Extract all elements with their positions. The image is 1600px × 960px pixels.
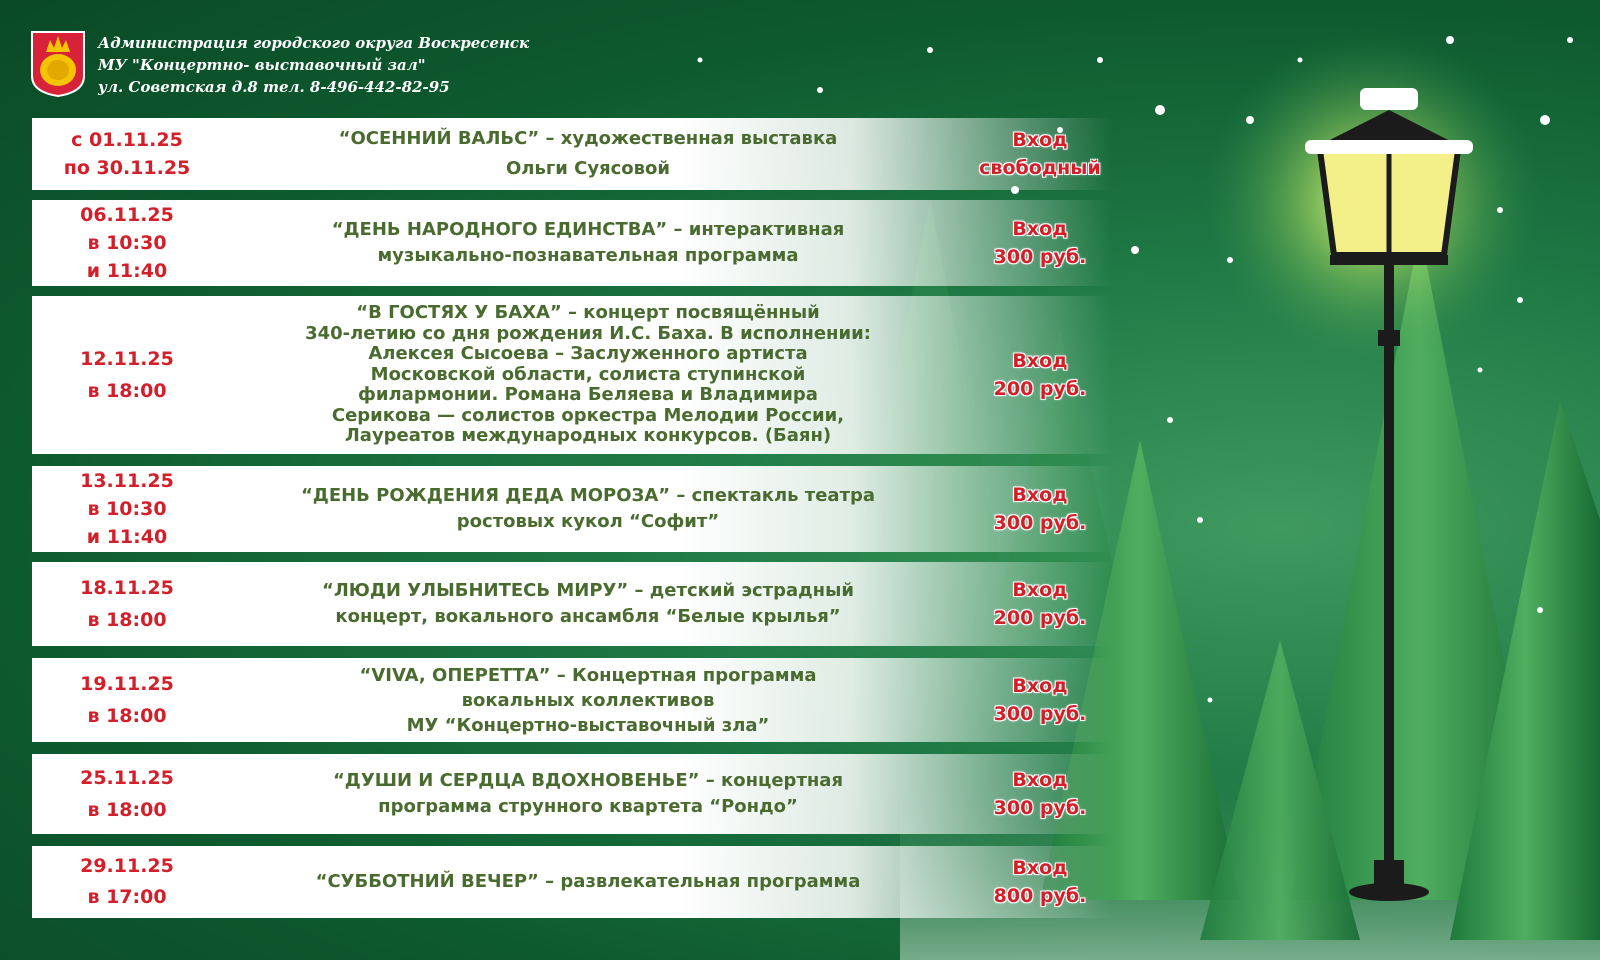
event-description: “ДЕНЬ НАРОДНОГО ЕДИНСТВА” – интерактивная музыкально-познавательная программа [331,219,845,266]
event-price: Вход 300 руб. [993,769,1087,819]
event-row [32,466,1112,552]
event-price: Вход свободный [979,129,1101,179]
event-row [32,658,1112,742]
event-date: с 01.11.25 по 30.11.25 [63,129,191,179]
event-price: Вход 300 руб. [993,218,1087,268]
event-row [32,562,1112,646]
event-description: “ДУШИ И СЕРДЦА ВДОХНОВЕНЬЕ” – концертная программа струнного квартета “Рондо” [332,770,844,817]
event-date: 13.11.25 в 10:30 и 11:40 [80,470,174,548]
event-date: 12.11.25 в 18:00 [80,348,174,402]
event-description: “В ГОСТЯХ У БАХА” – концерт посвящённый 340-летию со дня рождения И.С. Баха. В исполнении: Алексея Сысоева – Заслуженного артиста Московской области, солиста ступинской филармонии. Романа Беляева и Владимира Серикова — солистов оркестра Мелодии России, Лауреатов международных конкурсов. (Баян) [305,302,871,447]
coat-of-arms-icon [30,30,86,98]
event-date: 29.11.25 в 17:00 [80,855,174,908]
event-date: 06.11.25 в 10:30 и 11:40 [80,204,174,282]
event-price: Вход 300 руб. [993,484,1087,534]
event-description: “ОСЕННИЙ ВАЛЬС” – художественная выставка Ольги Суясовой [338,128,838,179]
header-line-organization: МУ "Концертно- выставочный зал" [98,56,426,74]
event-date: 19.11.25 в 18:00 [80,673,174,727]
event-description: “VIVA, ОПЕРЕТТА” – Концертная программа вокальных коллективов МУ “Концертно-выставочный зла” [359,664,817,736]
event-description: “ЛЮДИ УЛЫБНИТЕСЬ МИРУ” – детский эстрадный концерт, вокального ансамбля “Белые крылья” [321,580,854,627]
event-price: Вход 200 руб. [993,579,1087,629]
event-row [32,118,1112,190]
event-row [32,200,1112,286]
event-date: 18.11.25 в 18:00 [80,577,174,631]
event-description: “ДЕНЬ РОЖДЕНИЯ ДЕДА МОРОЗА” – спектакль театра ростовых кукол “Софит” [300,485,876,532]
header-line-administration: Администрация городского округа Воскресенск [98,34,530,52]
event-description: “СУББОТНИЙ ВЕЧЕР” – развлекательная программа [315,871,861,892]
event-row [32,754,1112,834]
event-price: Вход 200 руб. [993,350,1087,400]
event-date: 25.11.25 в 18:00 [80,767,174,821]
header [30,30,590,100]
event-row [32,296,1112,454]
event-price: Вход 300 руб. [993,675,1087,725]
event-price: Вход 800 руб. [993,857,1087,907]
header-line-address: ул. Советская д.8 тел. 8-496-442-82-95 [98,78,450,96]
event-row [32,846,1112,918]
